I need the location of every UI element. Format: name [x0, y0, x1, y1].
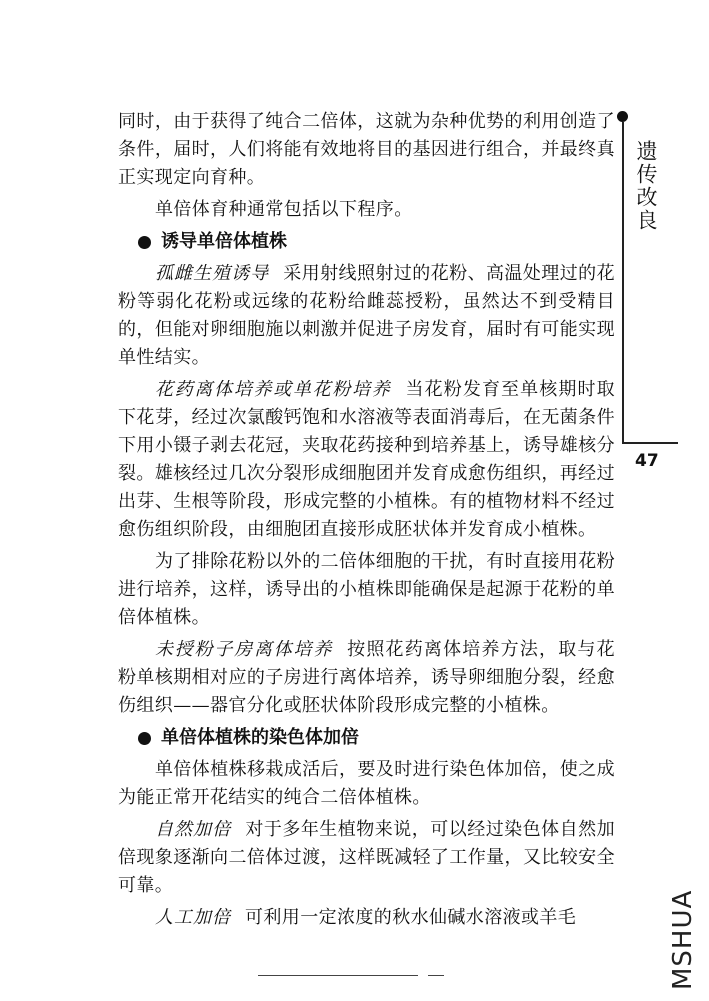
section-heading-text: 诱导单倍体植株 — [161, 231, 287, 252]
paragraph-artificial-doubling — [118, 904, 615, 932]
paragraph-pollen-culture: 为了排除花粉以外的二倍体细胞的干扰，有时直接用花粉进行培养，这样，诱导出的小植株即能确保是起源于花粉的单倍体植株。 — [118, 551, 615, 628]
paragraph-natural-doubling — [118, 816, 615, 900]
section-heading-text: 单倍体植株的染色体加倍 — [161, 727, 359, 748]
watermark: MSHUA — [668, 889, 698, 990]
page-number: 47 — [635, 451, 659, 471]
paragraph-ovary-culture — [118, 636, 615, 720]
section-heading-chromosome-doubling — [118, 724, 615, 752]
paragraph-1: 同时，由于获得了纯合二倍体，这就为杂种优势的利用创造了条件，届时，人们将能有效地将目的基因进行组合，并最终真正实现定向育种。 — [118, 111, 615, 188]
sidebar-dot-icon — [617, 111, 628, 122]
term-label: 人工加倍 — [155, 907, 231, 928]
paragraph-anther-culture — [118, 376, 615, 544]
footer-rule — [258, 975, 418, 976]
term-label: 自然加倍 — [155, 819, 232, 840]
term-label: 花药离体培养或单花粉培养 — [155, 379, 392, 400]
section-heading-induce-haploid — [118, 228, 615, 256]
paragraph-parthenogenesis — [118, 260, 615, 372]
bullet-icon — [138, 236, 151, 249]
chapter-title: 遗传改良 — [634, 140, 658, 232]
footer-rule-short — [428, 975, 444, 976]
paragraph-text: 可利用一定浓度的秋水仙碱水溶液或羊毛 — [245, 907, 577, 928]
paragraph-text: 对于多年生植物来说，可以经过染色体自然加倍现象逐渐向二倍体过渡，这样既减轻了工作量，又比较安全可靠。 — [118, 819, 616, 896]
sidebar-divider-vertical — [622, 122, 624, 442]
body-text — [118, 108, 615, 936]
term-label: 未授粉子房离体培养 — [155, 639, 334, 660]
paragraph-2: 单倍体育种通常包括以下程序。 — [155, 199, 413, 220]
bullet-icon — [138, 732, 151, 745]
paragraph-text: 采用射线照射过的花粉、高温处理过的花粉等弱化花粉或远缘的花粉给雌蕊授粉，虽然达不到受精目的，但能对卵细胞施以刺激并促进子房发育，届时有可能实现单性结实。 — [118, 263, 616, 368]
term-label: 孤雌生殖诱导 — [155, 263, 270, 284]
paragraph-doubling-intro: 单倍体植株移栽成活后，要及时进行染色体加倍，使之成为能正常开花结实的纯合二倍体植株。 — [118, 759, 615, 808]
paragraph-text: 当花粉发育至单核期时取下花芽，经过次氯酸钙饱和水溶液等表面消毒后，在无菌条件下用小镊子剥去花冠，夹取花药接种到培养基上，诱导雄核分裂。雄核经过几次分裂形成细胞团并发育成愈伤组织，再经过出芽、生根等阶段，形成完整的小植株。有的植物材料不经过愈伤组织阶段，由细胞团直接形成胚状体并发育成小植株。 — [118, 379, 616, 540]
paragraph-text: 按照花药离体培养方法，取与花粉单核期相对应的子房进行离体培养，诱导卵细胞分裂，经愈伤组织——器官分化或胚状体阶段形成完整的小植株。 — [118, 639, 615, 716]
sidebar-divider-horizontal — [622, 442, 678, 444]
